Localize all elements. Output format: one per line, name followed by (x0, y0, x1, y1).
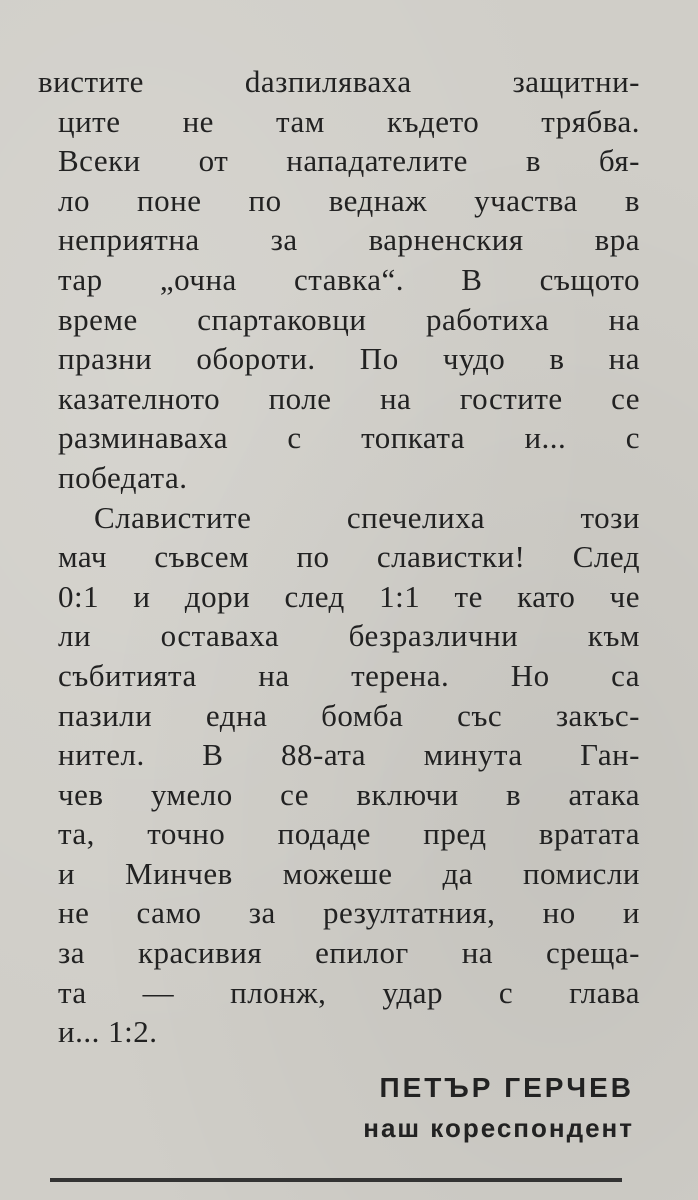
article-line: нител. В 88-ата минута Ган- (58, 737, 640, 773)
article-line: неприятна за варненския вра (58, 222, 640, 258)
article-line: време спартаковци работиха на (58, 301, 640, 337)
article-line: ли оставаха безразлични към (58, 618, 640, 654)
article-line: не само за резултатния, но и (58, 895, 640, 931)
article-line: за красивия епилог на среща- (58, 935, 640, 971)
article-line: победата. (58, 459, 188, 495)
byline (363, 1068, 634, 1148)
article-line: ците не там където трябва. (58, 103, 640, 139)
bottom-divider (50, 1178, 622, 1182)
article-line: Славистите спечелиха този (94, 499, 640, 535)
article-line: и Минчев можеше да помисли (58, 855, 640, 891)
article-line: и... 1:2. (58, 1014, 158, 1050)
article-line: празни обороти. По чудо в на (58, 341, 640, 377)
article-line: мач съвсем по славистки! След (58, 539, 640, 575)
article-line: Всеки от нападателите в бя- (58, 143, 640, 179)
article-line: чев умело се включи в атака (58, 776, 640, 812)
article-body (38, 62, 640, 1052)
author-name: ПЕТЪР ГЕРЧЕВ (379, 1072, 634, 1103)
article-line: събитията на терена. Но са (58, 657, 640, 693)
article-line: казателното поле на гостите се (58, 380, 640, 416)
article-line: ло поне по веднаж участва в (58, 182, 640, 218)
article-line: та, точно подаде пред вратата (58, 816, 640, 852)
article-line: 0:1 и дори след 1:1 те като че (58, 578, 640, 614)
article-line: пазили една бомба със закъс- (58, 697, 640, 733)
article-line: та — плонж, удар с глава (58, 974, 640, 1010)
author-role: наш кореспондент (363, 1113, 634, 1143)
article-line: разминаваха с топката и... с (58, 420, 640, 456)
article-line: вистите dазпиляваха защитни- (38, 64, 640, 99)
article-line: тар „очна ставка“. В същото (58, 261, 640, 297)
